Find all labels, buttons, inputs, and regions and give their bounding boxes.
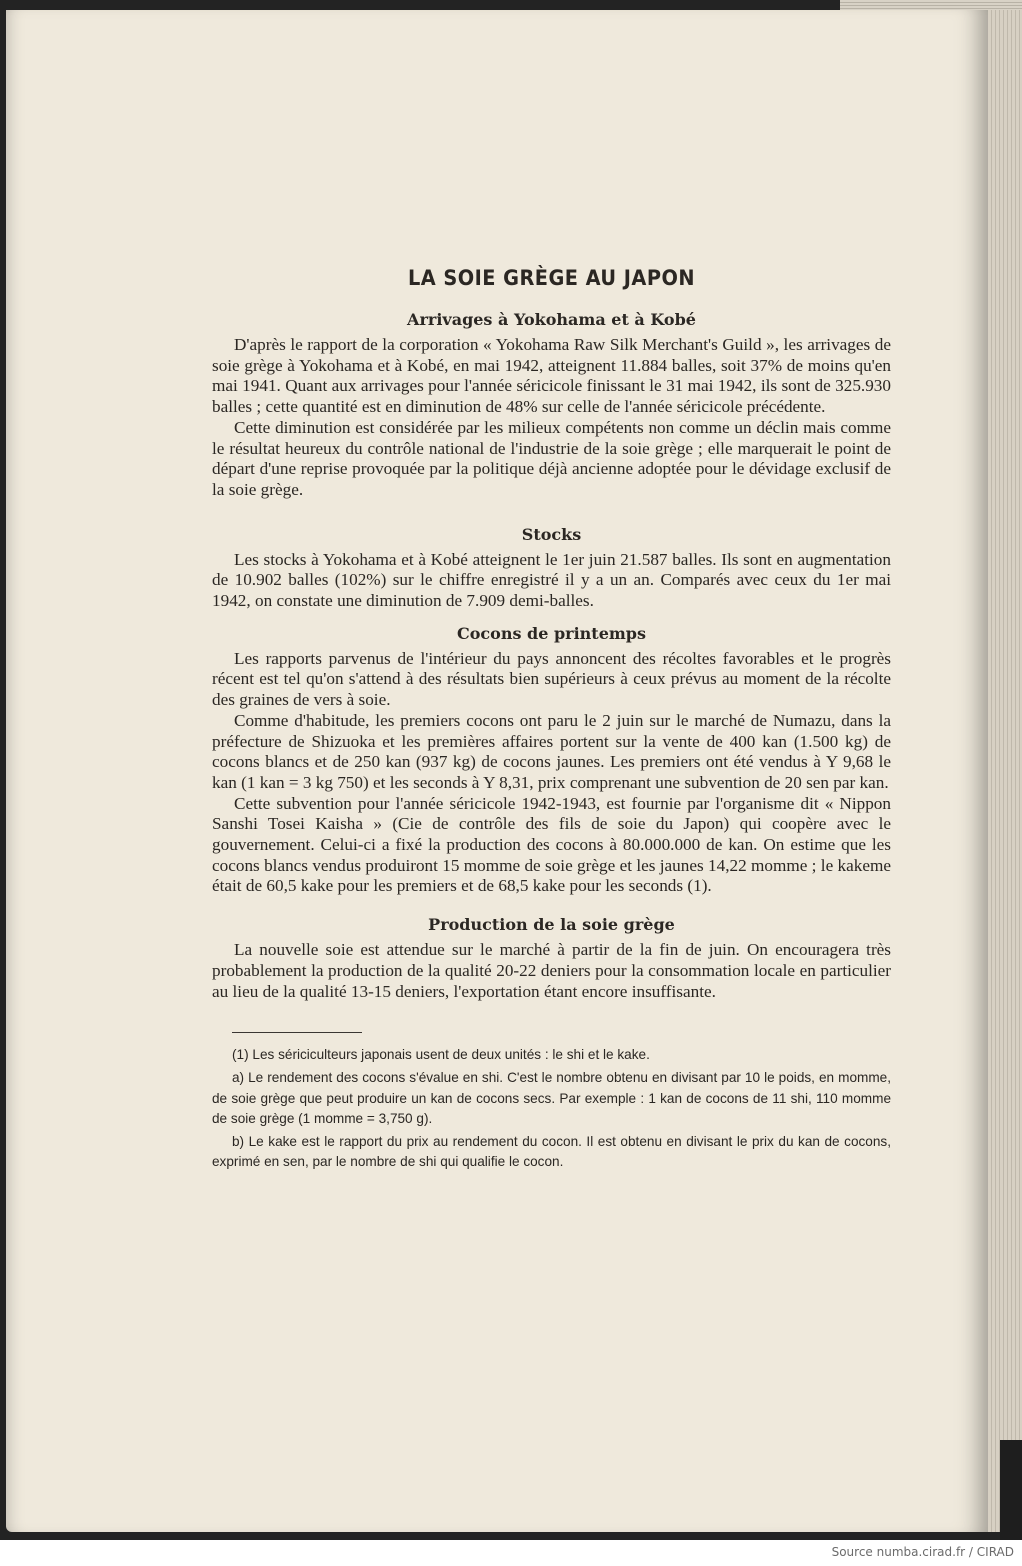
section-heading: Production de la soie grège <box>428 915 675 935</box>
paragraph: Les stocks à Yokohama et à Kobé atteignent le 1er juin 21.587 balles. Ils sont en augmentation de 10.902 balles (102%) sur le chiffre enregistré il y a un an. Comparés avec ceux du 1er mai 1942, on constate une diminution de 7.909 demi-balles. <box>212 549 891 611</box>
book-page-edge <box>988 10 1022 1532</box>
article-title: LA SOIE GRÈGE AU JAPON <box>408 266 695 290</box>
section-heading: Arrivages à Yokohama et à Kobé <box>407 310 696 329</box>
source-credit: Source numba.cirad.fr / CIRAD <box>831 1545 1014 1559</box>
footnote-divider <box>232 1032 362 1033</box>
section-heading: Stocks <box>521 524 582 544</box>
section-cocons <box>212 624 891 897</box>
book-spine-shadow <box>1000 1440 1022 1540</box>
section-stocks <box>212 525 891 612</box>
paragraph: D'après le rapport de la corporation « Yokohama Raw Silk Merchant's Guild », les arrivages de soie grège à Yokohama et à Kobé, en mai 1942, atteignent 11.884 balles, soit 37% de moins qu'en mai 1941. Quant aux arrivages pour l'année séricicole finissant le 31 mai 1942, ils sont de 325.930 balles ; cette quantité est en diminution de 48% sur celle de l'année séricicole précédente. <box>212 335 891 417</box>
footnotes <box>212 1045 891 1172</box>
footnote: (1) Les sériciculteurs japonais usent de deux unités : le shi et le kake. <box>232 1047 650 1063</box>
article <box>212 266 891 1176</box>
section-arrivages <box>212 310 891 501</box>
paragraph: Cette diminution est considérée par les milieux compétents non comme un déclin mais comme le résultat heureux du contrôle national de l'industrie de la soie grège ; elle marquerait le point de départ d'une reprise provoquée par la politique déjà ancienne adoptée pour le dévidage exclusif de la soie grège. <box>212 417 891 499</box>
footnote: a) Le rendement des cocons s'évalue en shi. C'est le nombre obtenu en divisant par 10 le poids, en momme, de soie grège que peut produire un kan de cocons secs. Par exemple : 1 kan de cocons de 11 shi, 110 momme de soie grège (1 momme = 3,750 g). <box>212 1070 891 1126</box>
footnote: b) Le kake est le rapport du prix au rendement du cocon. Il est obtenu en divisant le prix du kan de cocons, exprimé en sen, par le nombre de shi qui qualifie le cocon. <box>212 1134 891 1170</box>
section-production <box>212 915 891 1002</box>
paragraph: La nouvelle soie est attendue sur le marché à partir de la fin de juin. On encouragera très probablement la production de la qualité 20-22 deniers pour la consommation locale en particulier au lieu de la qualité 13-15 deniers, l'exportation étant encore insuffisante. <box>212 940 891 1001</box>
paragraph: Comme d'habitude, les premiers cocons ont paru le 2 juin sur le marché de Numazu, dans la préfecture de Shizuoka et les premières affaires portent sur la vente de 400 kan (1.500 kg) de cocons blancs et de 250 kan (937 kg) de cocons jaunes. Les premiers ont été vendus à Y 9,68 le kan (1 kan = 3 kg 750) et les seconds à Y 8,31, prix comprenant une subvention de 20 sen par kan. <box>212 710 891 792</box>
paragraph: Cette subvention pour l'année séricicole 1942-1943, est fournie par l'organisme dit « Nippon Sanshi Tosei Kaisha » (Cie de contrôle des fils de soie du Japon) qui coopère avec le gouvernement. Celui-ci a fixé la production des cocons à 80.000.000 de kan. On estime que les cocons blancs vendus produiront 15 momme de soie grège et les jaunes 14,22 momme ; le kakeme était de 60,5 kake pour les premiers et de 68,5 kake pour les seconds (1). <box>212 793 891 896</box>
paragraph: Les rapports parvenus de l'intérieur du pays annoncent des récoltes favorables et le progrès récent est tel qu'on s'attend à des résultats bien supérieurs à ceux prévus au moment de la récolte des graines de vers à soie. <box>212 648 891 710</box>
section-heading: Cocons de printemps <box>457 623 646 643</box>
